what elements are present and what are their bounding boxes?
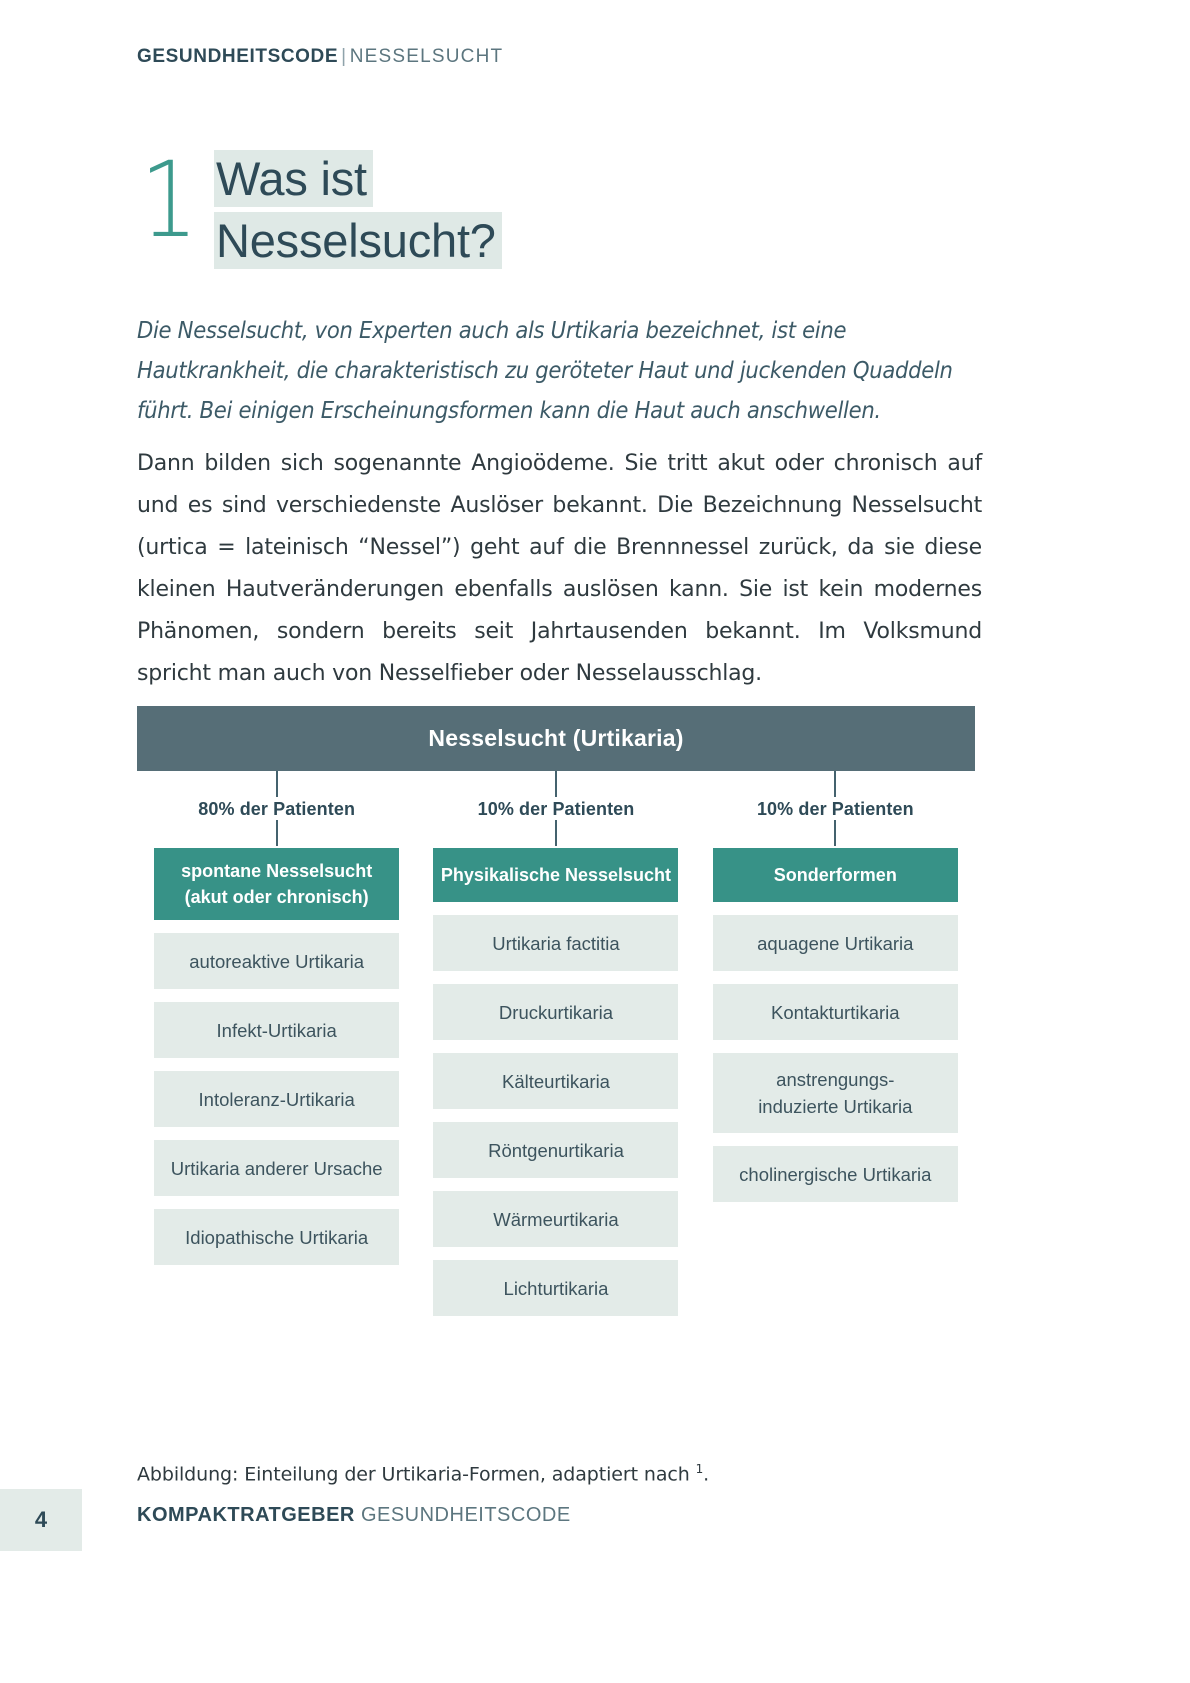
page-title — [214, 148, 502, 272]
list-item: Urtikaria factitia — [433, 915, 678, 971]
figure-caption-suffix: . — [703, 1463, 710, 1486]
chapter-number: 1 — [140, 139, 199, 261]
connector-cell — [137, 820, 416, 846]
chapter-heading — [140, 139, 840, 272]
running-header-section: NESSELSUCHT — [349, 46, 504, 67]
intro-paragraph: Die Nesselsucht, von Experten auch als Urtikaria bezeichnet, ist eine Hautkrankheit, die charakteristisch zu geröteter Haut und juckenden Quaddeln führt. Bei einigen Erscheinungsformen kann die Haut auch anschwellen. — [137, 316, 953, 424]
list-item: Infekt-Urtikaria — [154, 1002, 399, 1058]
column-header: Sonderformen — [713, 848, 958, 902]
list-item: Wärmeurtikaria — [433, 1191, 678, 1247]
percentage-row — [137, 799, 975, 820]
footer-brand-strong: KOMPAKTRATGEBER — [137, 1504, 355, 1526]
connector-cell — [696, 820, 975, 846]
connector-line-icon — [276, 820, 278, 846]
urticaria-classification-diagram — [137, 706, 975, 1316]
list-item: Idiopathische Urtikaria — [154, 1209, 399, 1265]
connector-cell — [416, 820, 695, 846]
connector-row-top — [137, 771, 975, 797]
diagram-title: Nesselsucht (Urtikaria) — [137, 706, 975, 771]
list-item: Kontakturtikaria — [713, 984, 958, 1040]
connector-cell — [696, 771, 975, 797]
footer-brand-rest: GESUNDHEITSCODE — [360, 1504, 571, 1526]
chapter-title-line-2: Nesselsucht? — [214, 212, 502, 269]
column-header: spontane Nesselsucht (akut oder chronisch) — [154, 848, 399, 920]
percentage-label: 10% der Patienten — [756, 799, 914, 819]
connector-line-icon — [834, 820, 836, 846]
list-item: aquagene Urtikaria — [713, 915, 958, 971]
list-item: Urtikaria anderer Ursache — [154, 1140, 399, 1196]
connector-line-icon — [834, 771, 836, 797]
list-item: Intoleranz-Urtikaria — [154, 1071, 399, 1127]
diagram-column-sonderformen — [696, 848, 975, 1202]
diagram-column-physikalische — [416, 848, 695, 1316]
list-item: cholinergische Urtikaria — [713, 1146, 958, 1202]
list-item: autoreaktive Urtikaria — [154, 933, 399, 989]
percentage-label: 80% der Patienten — [198, 799, 356, 819]
footer-brand — [137, 1504, 571, 1527]
column-header: Physikalische Nesselsucht — [433, 848, 678, 902]
list-item: Kälteurtikaria — [433, 1053, 678, 1109]
connector-cell — [416, 771, 695, 797]
figure-caption — [137, 1462, 709, 1485]
diagram-columns — [137, 848, 975, 1316]
diagram-column-spontane — [137, 848, 416, 1265]
chapter-title-line-1: Was ist — [214, 150, 373, 207]
connector-line-icon — [555, 771, 557, 797]
running-header-brand: GESUNDHEITSCODE — [137, 46, 339, 67]
page-number: 4 — [34, 1507, 48, 1532]
running-header-separator: | — [341, 46, 347, 67]
percentage-label: 10% der Patienten — [477, 799, 635, 819]
list-item: Druckurtikaria — [433, 984, 678, 1040]
running-header — [137, 46, 503, 68]
connector-cell — [137, 771, 416, 797]
connector-row-bottom — [137, 820, 975, 846]
body-paragraph: Dann bilden sich sogenannte Angioödeme. Sie tritt akut oder chronisch auf und es sind verschiedenste Auslöser bekannt. Die Bezeichnung Nesselsucht (urtica = lateinisch “Nessel”) geht auf die Brennnessel zurück, da sie diese kleinen Hautveränderungen ebenfalls auslösen kann. Sie ist kein modernes Phänomen, sondern bereits seit Jahrtausenden bekannt. Im Volksmund spricht man auch von Nesselfieber oder Nesselausschlag. — [137, 451, 982, 686]
list-item: Lichturtikaria — [433, 1260, 678, 1316]
figure-caption-text: Abbildung: Einteilung der Urtikaria-Formen, adaptiert nach — [137, 1463, 696, 1486]
list-item: anstrengungs- induzierte Urtikaria — [713, 1053, 958, 1133]
connector-line-icon — [276, 771, 278, 797]
footnote-marker: 1 — [695, 1462, 704, 1476]
connector-line-icon — [555, 820, 557, 846]
page-number-box — [0, 1489, 82, 1551]
list-item: Röntgenurtikaria — [433, 1122, 678, 1178]
